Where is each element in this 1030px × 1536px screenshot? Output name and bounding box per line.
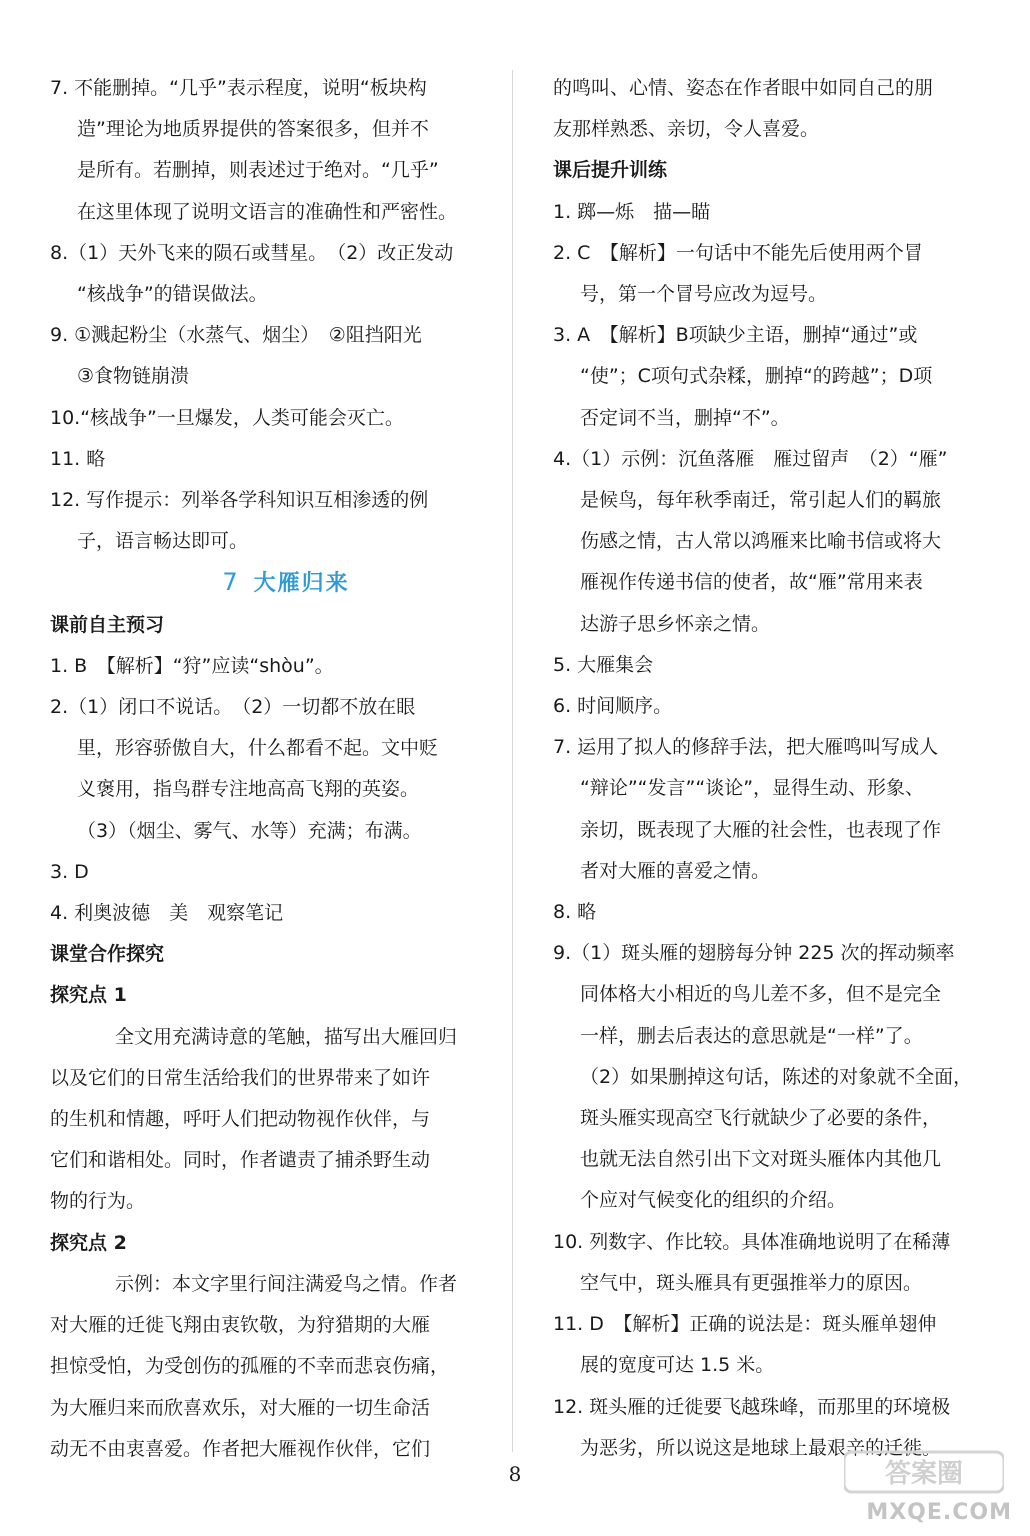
text-line: 一样，删去后表达的意思就是“一样”了。 [580, 1024, 923, 1047]
text-line: “使”；C项句式杂糅，删掉“的跨越”；D项 [580, 365, 933, 388]
text-line: 亲切，既表现了大雁的社会性，也表现了作 [580, 818, 942, 841]
text-line: 3. A 【解析】B项缺少主语，删掉“通过”或 [553, 324, 918, 347]
text-line: 为大雁归来而欣喜欢乐，对大雁的一切生命活 [50, 1396, 431, 1419]
text-line: 示例：本文字里行间注满爱鸟之情。作者 [115, 1272, 458, 1295]
section-title-text: 大雁归来 [253, 571, 350, 597]
text-line: 的鸣叫、心情、姿态在作者眼中如同自己的朋 [553, 77, 934, 99]
text-line: 伤感之情，古人常以鸿雁来比喻书信或将大 [580, 530, 942, 553]
text-line: “辩论”“发言”“谈论”，显得生动、形象、 [580, 777, 925, 800]
text-line: 友那样熟悉、亲切，令人喜爱。 [553, 118, 820, 141]
text-line: 9. ①溅起粉尘（水蒸气、烟尘） ②阻挡阳光 [50, 324, 422, 347]
text-line: 是候鸟，每年秋季南迁，常引起人们的羁旅 [580, 489, 942, 512]
text-line: 4. 利奥波德 美 观察笔记 [50, 902, 284, 925]
text-line: 义褒用，指鸟群专注地高高飞翔的英姿。 [77, 778, 420, 801]
text-line: 雁视作传递书信的使者，故“雁”常用来表 [580, 571, 923, 594]
text-line: 1. B 【解析】“狩”应读“shòu”。 [50, 654, 334, 677]
text-line: 7. 不能删掉。“几乎”表示程度，说明“板块构 [50, 77, 427, 99]
text-line: 5. 大雁集会 [553, 653, 654, 676]
text-line: 11. D 【解析】正确的说法是：斑头雁单翅伸 [553, 1313, 937, 1336]
text-line: 者对大雁的喜爱之情。 [580, 859, 771, 882]
text-line: 个应对气候变化的组织的介绍。 [580, 1189, 847, 1212]
right-column [553, 68, 983, 1469]
text-line: “核战争”的错误做法。 [77, 283, 268, 306]
text-line: 对大雁的迁徙飞翔由衷钦敬，为狩猎期的大雁 [50, 1314, 431, 1337]
text-line: 物的行为。 [50, 1190, 146, 1213]
text-line: 里，形容骄傲自大，什么都看不起。文中贬 [77, 737, 439, 760]
text-line: 是所有。若删掉，则表述过于绝对。“几乎” [77, 159, 439, 182]
text-line: 达游子思乡怀亲之情。 [580, 612, 771, 635]
text-line: 以及它们的日常生活给我们的世界带来了如许 [50, 1066, 431, 1089]
text-line: 12. 斑头雁的迁徙要飞越珠峰，而那里的环境极 [553, 1395, 951, 1418]
text-line: 3. D [50, 860, 89, 883]
text-line: 2. C 【解析】一句话中不能先后使用两个冒 [553, 241, 923, 264]
text-line: 造”理论为地质界提供的答案很多，但并不 [77, 118, 429, 141]
text-line: 9.（1）斑头雁的翅膀每分钟 225 次的挥动频率 [553, 942, 955, 965]
text-line: 动无不由衷喜爱。作者把大雁视作伙伴，它们 [50, 1437, 431, 1460]
text-line: 10.“核战争”一旦爆发，人类可能会灭亡。 [50, 406, 404, 429]
text-line: 全文用充满诗意的笔触，描写出大雁回归 [115, 1025, 458, 1048]
page-number: 8 [508, 1462, 522, 1486]
text-line: 8. 略 [553, 901, 597, 924]
section-heading: 课堂合作探究 [50, 943, 165, 966]
text-line: ③食物链崩溃 [77, 365, 190, 388]
text-line: 同体格大小相近的鸟儿差不多，但不是完全 [580, 983, 942, 1006]
section-heading: 课前自主预习 [50, 613, 165, 636]
text-line: 也就无法自然引出下文对斑头雁体内其他几 [580, 1148, 942, 1171]
text-line: （2）如果删掉这句话，陈述的对象就不全面， [580, 1065, 973, 1088]
text-line: 2.（1）闭口不说话。 （2）一切都不放在眼 [50, 696, 416, 719]
text-line: 8.（1）天外飞来的陨石或彗星。 （2）改正发动 [50, 241, 454, 264]
section-title [50, 562, 482, 604]
left-column [50, 68, 482, 1470]
text-line: 斑头雁实现高空飞行就缺少了必要的条件， [580, 1107, 942, 1130]
text-line: 子，语言畅达即可。 [77, 530, 249, 553]
watermark-logo-text: 答案圈 [884, 1459, 964, 1489]
watermark-text: MXQE.COM [866, 1500, 1012, 1525]
section-number: 7 [222, 568, 240, 597]
text-line: 在这里体现了说明文语言的准确性和严密性。 [77, 200, 458, 223]
text-line: 否定词不当，删掉“不”。 [580, 406, 790, 429]
section-heading: 探究点 2 [50, 1231, 127, 1254]
text-line: 10. 列数字、作比较。具体准确地说明了在稀薄 [553, 1230, 951, 1253]
text-line: 7. 运用了拟人的修辞手法，把大雁鸣叫写成人 [553, 736, 939, 759]
text-line: 的生机和情趣，呼吁人们把动物视作伙伴，与 [50, 1108, 431, 1131]
text-line: 展的宽度可达 1.5 米。 [580, 1354, 775, 1377]
text-line: 4.（1）示例：沉鱼落雁 雁过留声 （2）“雁” [553, 447, 948, 470]
section-heading: 探究点 1 [50, 984, 127, 1007]
text-line: 担惊受怕，为受创伤的孤雁的不幸而悲哀伤痛， [50, 1355, 450, 1378]
text-line: 6. 时间顺序。 [553, 695, 673, 718]
text-line: 为恶劣，所以说这是地球上最艰辛的迁徙。 [580, 1436, 942, 1459]
section-heading: 课后提升训练 [553, 159, 668, 182]
text-line: 它们和谐相处。同时，作者谴责了捕杀野生动 [50, 1149, 431, 1172]
text-line: 12. 写作提示：列举各学科知识互相渗透的例 [50, 489, 429, 512]
watermark-logo [844, 1450, 1004, 1494]
text-line: （3）（烟尘、雾气、水等）充满；布满。 [77, 819, 422, 842]
text-line: 1. 踯—烁 描—瞄 [553, 200, 711, 223]
text-line: 号，第一个冒号应改为逗号。 [580, 283, 828, 306]
column-divider [512, 70, 513, 1452]
text-line: 11. 略 [50, 447, 106, 470]
text-line: 空气中，斑头雁具有更强推举力的原因。 [580, 1271, 923, 1294]
